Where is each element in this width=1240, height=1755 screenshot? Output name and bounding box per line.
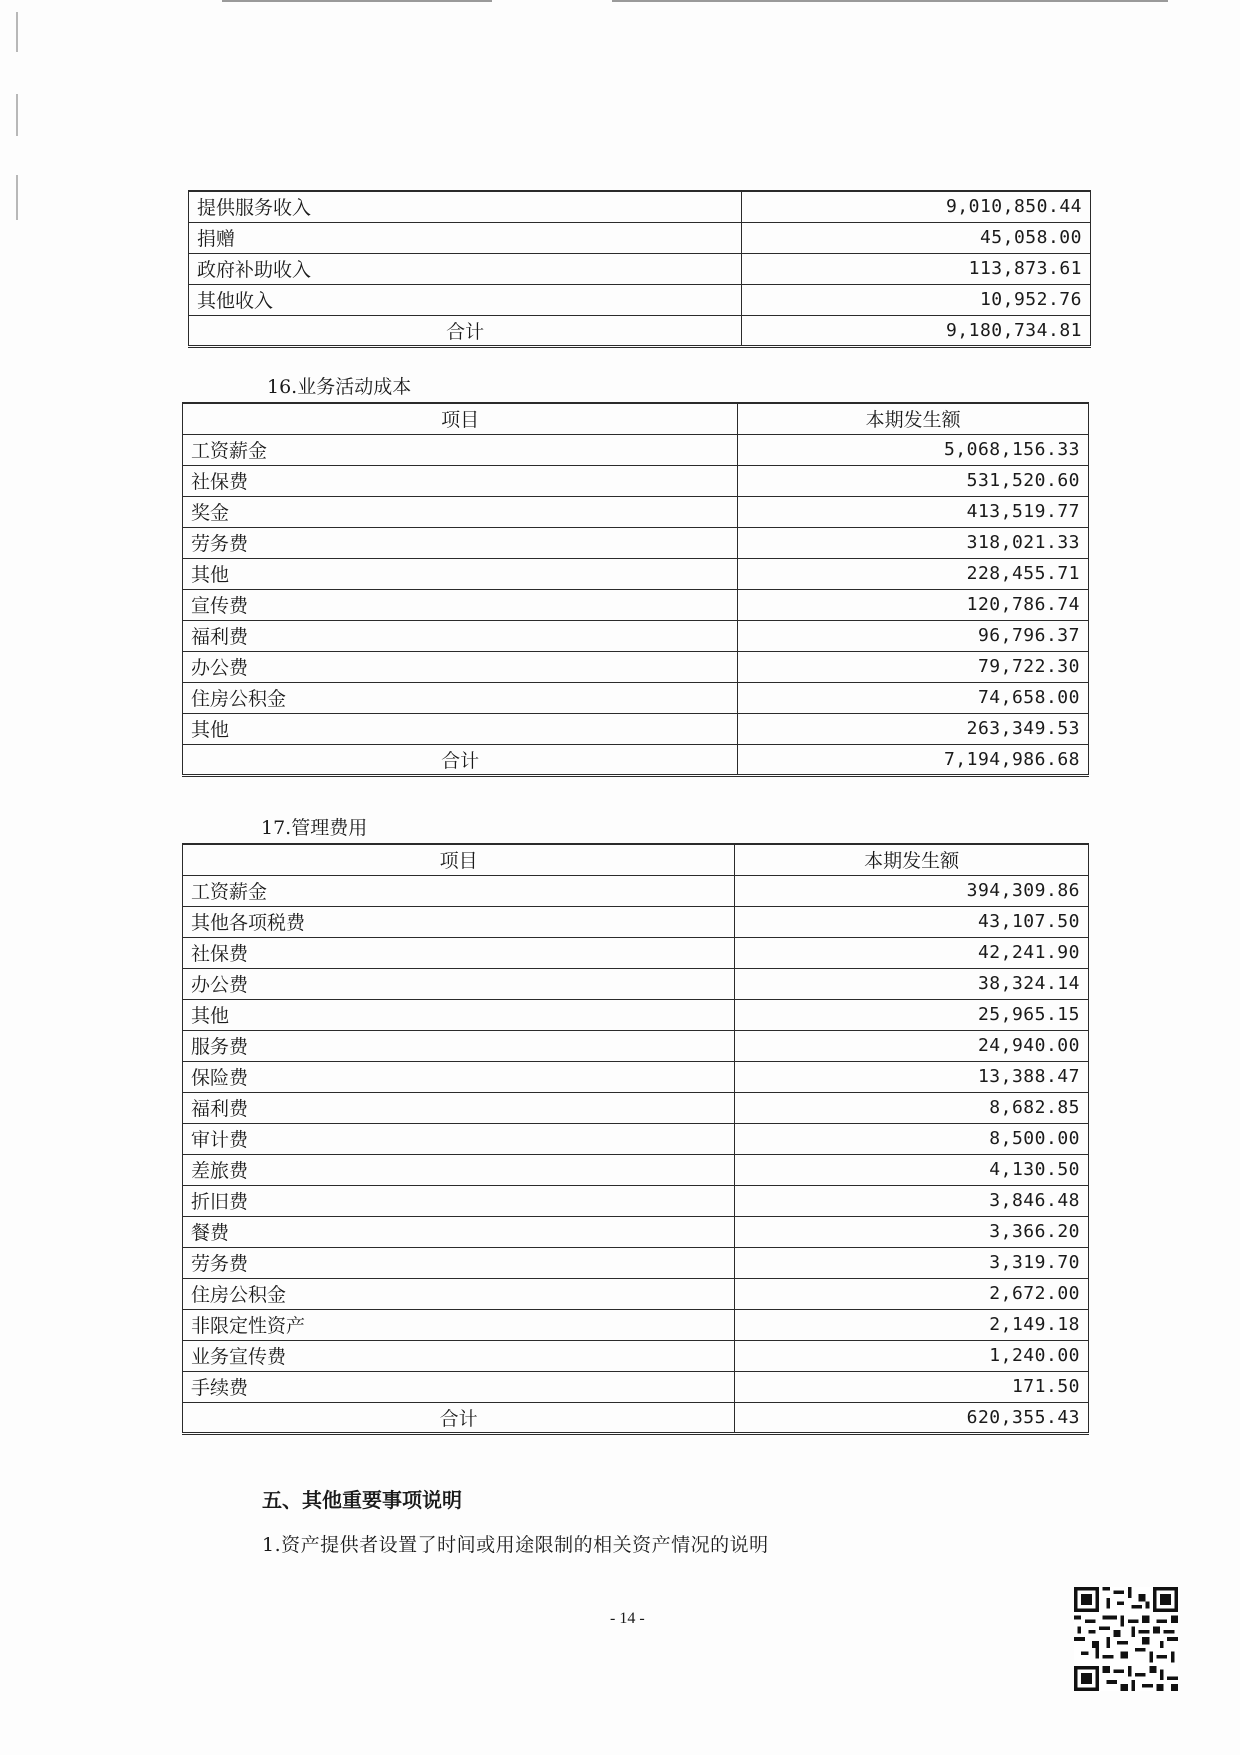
table-row xyxy=(183,1092,1089,1123)
column-header-amount: 本期发生额 xyxy=(738,403,1089,434)
row-amount: 38,324.14 xyxy=(735,968,1089,999)
table-row xyxy=(183,875,1089,906)
table-row xyxy=(183,434,1089,465)
row-amount: 2,149.18 xyxy=(735,1309,1089,1340)
row-amount: 228,455.71 xyxy=(738,558,1089,589)
table-row xyxy=(183,465,1089,496)
table-row xyxy=(183,999,1089,1030)
row-amount: 8,682.85 xyxy=(735,1092,1089,1123)
row-item-label: 其他收入 xyxy=(189,284,742,315)
scan-top-line-right xyxy=(612,0,1168,2)
scan-edge-mark xyxy=(16,12,18,52)
row-amount: 8,500.00 xyxy=(735,1123,1089,1154)
table-row xyxy=(189,284,1091,315)
table-row xyxy=(183,937,1089,968)
total-label: 合计 xyxy=(189,315,742,346)
total-amount: 9,180,734.81 xyxy=(742,315,1091,346)
table-row xyxy=(183,968,1089,999)
table-row xyxy=(183,713,1089,744)
row-amount: 5,068,156.33 xyxy=(738,434,1089,465)
row-amount: 25,965.15 xyxy=(735,999,1089,1030)
row-amount: 120,786.74 xyxy=(738,589,1089,620)
row-item-label: 劳务费 xyxy=(183,527,738,558)
row-item-label: 办公费 xyxy=(183,968,735,999)
table-row xyxy=(189,253,1091,284)
qr-code-icon xyxy=(1074,1587,1178,1691)
row-amount: 2,672.00 xyxy=(735,1278,1089,1309)
row-item-label: 服务费 xyxy=(183,1030,735,1061)
total-amount: 7,194,986.68 xyxy=(738,744,1089,775)
row-item-label: 奖金 xyxy=(183,496,738,527)
total-label: 合计 xyxy=(183,744,738,775)
row-item-label: 其他 xyxy=(183,713,738,744)
table-row xyxy=(183,1340,1089,1371)
scan-edge-mark xyxy=(16,94,18,136)
row-item-label: 业务宣传费 xyxy=(183,1340,735,1371)
scan-edge-mark xyxy=(16,175,18,220)
column-header-item: 项目 xyxy=(183,403,738,434)
row-amount: 531,520.60 xyxy=(738,465,1089,496)
table-row xyxy=(183,589,1089,620)
row-item-label: 住房公积金 xyxy=(183,682,738,713)
row-item-label: 社保费 xyxy=(183,465,738,496)
section5-heading: 五、其他重要事项说明 xyxy=(262,1488,462,1512)
row-amount: 3,846.48 xyxy=(735,1185,1089,1216)
row-item-label: 差旅费 xyxy=(183,1154,735,1185)
row-item-label: 办公费 xyxy=(183,651,738,682)
table-row xyxy=(183,527,1089,558)
row-amount: 9,010,850.44 xyxy=(742,191,1091,222)
row-amount: 394,309.86 xyxy=(735,875,1089,906)
row-item-label: 福利费 xyxy=(183,1092,735,1123)
row-item-label: 餐费 xyxy=(183,1216,735,1247)
row-amount: 263,349.53 xyxy=(738,713,1089,744)
row-item-label: 政府补助收入 xyxy=(189,253,742,284)
row-amount: 171.50 xyxy=(735,1371,1089,1402)
table-row xyxy=(183,620,1089,651)
row-item-label: 审计费 xyxy=(183,1123,735,1154)
row-item-label: 手续费 xyxy=(183,1371,735,1402)
table-total-row xyxy=(183,744,1089,775)
table-header-row xyxy=(183,844,1089,875)
table-row xyxy=(183,906,1089,937)
table-row xyxy=(183,1247,1089,1278)
row-item-label: 折旧费 xyxy=(183,1185,735,1216)
total-amount: 620,355.43 xyxy=(735,1402,1089,1433)
row-item-label: 社保费 xyxy=(183,937,735,968)
row-amount: 3,319.70 xyxy=(735,1247,1089,1278)
row-amount: 45,058.00 xyxy=(742,222,1091,253)
table-row xyxy=(183,1216,1089,1247)
row-item-label: 宣传费 xyxy=(183,589,738,620)
table-row xyxy=(183,1278,1089,1309)
row-item-label: 工资薪金 xyxy=(183,434,738,465)
section16-title: 16.业务活动成本 xyxy=(267,376,412,398)
section5-item1: 1.资产提供者设置了时间或用途限制的相关资产情况的说明 xyxy=(262,1534,769,1556)
page-number: - 14 - xyxy=(610,1610,645,1627)
table-row xyxy=(189,222,1091,253)
table-total-row xyxy=(183,1402,1089,1433)
total-label: 合计 xyxy=(183,1402,735,1433)
row-amount: 24,940.00 xyxy=(735,1030,1089,1061)
row-amount: 4,130.50 xyxy=(735,1154,1089,1185)
row-amount: 96,796.37 xyxy=(738,620,1089,651)
row-item-label: 其他各项税费 xyxy=(183,906,735,937)
row-item-label: 福利费 xyxy=(183,620,738,651)
table-row xyxy=(189,191,1091,222)
row-item-label: 提供服务收入 xyxy=(189,191,742,222)
business-cost-table xyxy=(182,402,1089,777)
column-header-amount: 本期发生额 xyxy=(735,844,1089,875)
row-item-label: 其他 xyxy=(183,558,738,589)
section17-title: 17.管理费用 xyxy=(261,817,368,839)
table-row xyxy=(183,651,1089,682)
table-row xyxy=(183,682,1089,713)
row-amount: 1,240.00 xyxy=(735,1340,1089,1371)
scan-top-line-left xyxy=(222,0,492,2)
table-row xyxy=(183,1030,1089,1061)
table-header-row xyxy=(183,403,1089,434)
row-item-label: 住房公积金 xyxy=(183,1278,735,1309)
table-row xyxy=(183,496,1089,527)
table-row xyxy=(183,558,1089,589)
row-amount: 42,241.90 xyxy=(735,937,1089,968)
table-row xyxy=(183,1185,1089,1216)
row-item-label: 捐赠 xyxy=(189,222,742,253)
table-row xyxy=(183,1309,1089,1340)
row-amount: 74,658.00 xyxy=(738,682,1089,713)
row-amount: 3,366.20 xyxy=(735,1216,1089,1247)
column-header-item: 项目 xyxy=(183,844,735,875)
income-table xyxy=(188,190,1091,348)
table-row xyxy=(183,1371,1089,1402)
table-row xyxy=(183,1061,1089,1092)
row-item-label: 非限定性资产 xyxy=(183,1309,735,1340)
row-item-label: 其他 xyxy=(183,999,735,1030)
row-amount: 43,107.50 xyxy=(735,906,1089,937)
business-cost-table-body xyxy=(183,403,1089,775)
income-table-body xyxy=(189,191,1091,346)
row-item-label: 保险费 xyxy=(183,1061,735,1092)
row-amount: 113,873.61 xyxy=(742,253,1091,284)
row-item-label: 工资薪金 xyxy=(183,875,735,906)
row-amount: 79,722.30 xyxy=(738,651,1089,682)
row-amount: 13,388.47 xyxy=(735,1061,1089,1092)
row-item-label: 劳务费 xyxy=(183,1247,735,1278)
admin-expense-table xyxy=(182,843,1089,1435)
row-amount: 10,952.76 xyxy=(742,284,1091,315)
row-amount: 318,021.33 xyxy=(738,527,1089,558)
table-row xyxy=(183,1123,1089,1154)
table-row xyxy=(183,1154,1089,1185)
table-total-row xyxy=(189,315,1091,346)
admin-expense-table-body xyxy=(183,844,1089,1433)
row-amount: 413,519.77 xyxy=(738,496,1089,527)
